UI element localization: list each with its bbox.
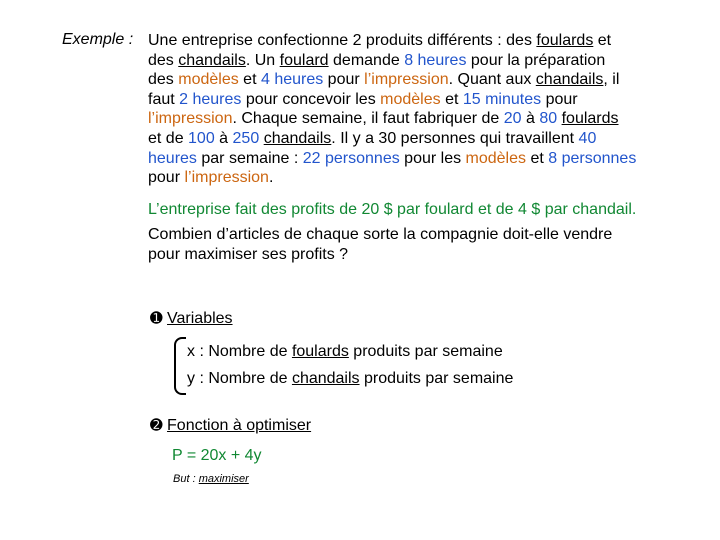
statement-segment: modèles — [380, 90, 441, 108]
variable-y-prefix: y : Nombre de — [187, 370, 292, 387]
bullet-two-icon: ➋ — [150, 417, 163, 434]
example-label: Exemple : — [62, 31, 134, 48]
goal-label: But : — [173, 473, 199, 485]
statement-segment: . Il y a 30 personnes qui travaillent — [331, 129, 579, 147]
statement-segment: à — [214, 129, 233, 147]
statement-segment: . Chaque semaine, il faut fabriquer de — [232, 110, 504, 128]
statement-segment: 250 — [232, 129, 260, 147]
variable-x-prefix: x : Nombre de — [187, 343, 292, 360]
statement-line — [148, 90, 688, 110]
statement-line — [148, 129, 688, 149]
statement-segment: et — [526, 149, 549, 167]
statement-segment: . — [268, 169, 274, 187]
statement-segment: 22 personnes — [302, 149, 400, 167]
variables-section-title — [150, 309, 233, 328]
variables-title: Variables — [167, 310, 233, 327]
statement-segment: pour — [148, 169, 185, 187]
statement-segment: Une entreprise confectionne 2 produits différents : des — [148, 32, 537, 49]
objective-formula: P = 20x + 4y — [172, 447, 262, 464]
statement-segment: heures — [148, 149, 197, 167]
statement-line — [148, 200, 688, 220]
statement-line — [148, 168, 688, 188]
statement-segment: modèles — [178, 71, 239, 89]
question-line-1: Combien d’articles de chaque sorte la compagnie doit-elle vendre — [148, 226, 613, 243]
statement-segment: , il — [603, 71, 620, 89]
statement-line — [148, 109, 688, 129]
statement-segment: chandails — [263, 129, 332, 147]
statement-segment: foulard — [279, 51, 329, 69]
variable-y-word: chandails — [291, 370, 360, 387]
objective-title: Fonction à optimiser — [167, 417, 312, 434]
statement-segment: pour concevoir les — [241, 90, 381, 108]
variable-x-word: foulards — [291, 343, 349, 360]
statement-segment: l’impression — [364, 71, 449, 89]
statement-segment: 8 heures — [404, 51, 467, 69]
statement-segment: et — [440, 90, 463, 108]
statement-segment: demande — [328, 51, 405, 69]
statement-segment: 100 — [188, 129, 215, 147]
statement-segment: l’impression — [148, 110, 233, 128]
problem-statement — [148, 31, 688, 219]
statement-segment: l’impression — [184, 169, 269, 187]
question-line-2: pour maximiser ses profits ? — [148, 245, 349, 263]
question — [148, 225, 612, 264]
statement-segment: foulards — [561, 110, 619, 128]
statement-segment: 4 heures — [260, 71, 324, 89]
statement-segment: pour — [323, 71, 365, 89]
statement-segment: pour les — [399, 149, 466, 167]
statement-segment: 15 minutes — [462, 90, 542, 108]
statement-segment: chandails — [178, 51, 246, 69]
statement-segment: 20 — [503, 110, 522, 128]
variable-y-suffix: produits par semaine — [359, 370, 514, 387]
statement-segment: et — [238, 71, 261, 89]
variable-y — [187, 370, 513, 388]
brace-icon — [174, 337, 186, 395]
statement-segment: par semaine : — [196, 149, 303, 167]
statement-segment: 2 heures — [179, 90, 242, 108]
statement-segment: faut — [148, 90, 180, 108]
statement-segment: modèles — [465, 149, 527, 167]
statement-segment: L’entreprise fait des profits de 20 $ par foulard et de 4 $ par chandail. — [148, 200, 637, 218]
goal-value: maximiser — [198, 473, 249, 485]
variable-x-suffix: produits par semaine — [348, 343, 503, 360]
statement-segment: . Quant aux — [448, 71, 536, 89]
statement-segment: pour la préparation — [466, 51, 606, 69]
statement-segment: et — [593, 32, 612, 49]
statement-segment: pour — [541, 90, 578, 108]
statement-segment: 80 — [539, 110, 558, 128]
bullet-one-icon: ➊ — [150, 310, 163, 327]
statement-line — [148, 31, 688, 51]
statement-segment: chandails — [535, 71, 604, 89]
statement-segment: 8 personnes — [548, 149, 637, 167]
statement-segment: des — [148, 51, 179, 69]
statement-segment: des — [148, 71, 179, 89]
statement-segment: . Un — [245, 51, 280, 69]
statement-segment: et de — [148, 129, 189, 147]
statement-line — [148, 51, 688, 71]
statement-segment: 40 — [578, 129, 597, 147]
variable-x — [187, 343, 503, 361]
objective-section-title — [150, 416, 311, 435]
objective-goal — [173, 473, 249, 485]
statement-line — [148, 70, 688, 90]
statement-segment: à — [521, 110, 540, 128]
statement-segment: foulards — [536, 32, 594, 49]
statement-line — [148, 149, 688, 169]
